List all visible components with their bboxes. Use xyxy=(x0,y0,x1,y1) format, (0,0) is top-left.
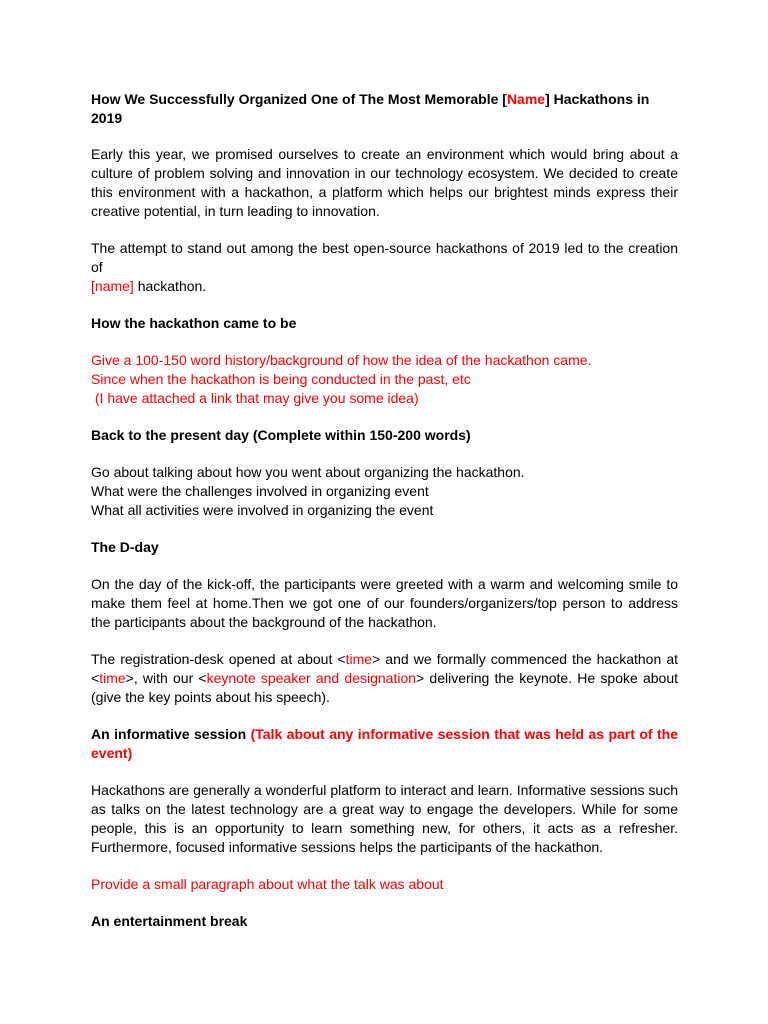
present-day-lines xyxy=(91,463,678,520)
heading-d-day: The D-day xyxy=(91,539,159,555)
title-prefix: How We Successfully Organized One of The Most Memorable [ xyxy=(91,91,507,107)
time-placeholder-2: time xyxy=(99,670,126,686)
informative-paragraph: Hackathons are generally a wonderful platform to interact and learn. Informative sessions such as talks on the latest technology are a great way to engage the developers. While for some people, this is an opportunity to learn something new, for others, it acts as a refresher. Furthermore, focused informative sessions helps the participants of the hackathon. xyxy=(91,782,678,855)
informative-heading-text: An informative session xyxy=(91,726,247,742)
heading-entertainment-break: An entertainment break xyxy=(91,913,248,929)
document-page xyxy=(91,90,678,931)
time-placeholder-1: time xyxy=(345,651,373,667)
registration-paragraph xyxy=(91,650,678,707)
title-suffix: ] Hackathons in 2019 xyxy=(91,91,650,126)
intro-paragraph: Early this year, we promised ourselves to create an environment which would bring about a culture of problem solving and innovation in our technology ecosystem. We decided to create this environment with a hackathon, a platform which helps our brightest minds express their creative potential, in turn leading to innovation. xyxy=(91,146,678,219)
informative-heading-note: (Talk about any informative session that was held as part of the event) xyxy=(91,726,679,761)
present-line-1: Go about talking about how you went about organizing the hackathon. xyxy=(91,464,525,480)
informative-instruction: Provide a small paragraph about what the talk was about xyxy=(91,876,444,892)
intro-paragraph-2 xyxy=(91,239,678,296)
heading-history: How the hackathon came to be xyxy=(91,315,297,331)
history-instruction-1: Give a 100-150 word history/background of how the idea of the hackathon came. xyxy=(91,352,592,368)
reg-text-1: The registration-desk opened at about < xyxy=(91,651,346,667)
d-day-paragraph: On the day of the kick-off, the participants were greeted with a warm and welcoming smile to make them feel at home.Then we got one of our founders/organizers/top person to address the participants about the background of the hackathon. xyxy=(91,576,678,630)
heading-present-day: Back to the present day (Complete within 150-200 words) xyxy=(91,427,471,443)
reg-text-2: > and we formally commenced the hackathon at < xyxy=(91,651,678,686)
intro-p2-text: The attempt to stand out among the best open-source hackathons of 2019 led to the creation of xyxy=(91,240,678,275)
history-instructions xyxy=(91,351,678,408)
keynote-speaker-placeholder: keynote speaker and designation xyxy=(206,670,417,686)
intro-name-placeholder: [name] xyxy=(91,278,134,294)
intro-p2-end: hackathon. xyxy=(133,278,207,294)
present-line-2: What were the challenges involved in organizing event xyxy=(91,483,429,499)
document-title xyxy=(91,90,678,128)
reg-text-4: > delivering the keynote. He spoke about (give the key points about his speech). xyxy=(91,670,678,705)
history-instruction-2: Since when the hackathon is being conducted in the past, etc xyxy=(91,371,471,387)
heading-informative-session xyxy=(91,725,678,763)
reg-text-3: >, with our < xyxy=(125,670,207,686)
history-instruction-3: (I have attached a link that may give you some idea) xyxy=(91,390,419,406)
title-name-placeholder: Name xyxy=(506,91,546,107)
present-line-3: What all activities were involved in organizing the event xyxy=(91,502,434,518)
